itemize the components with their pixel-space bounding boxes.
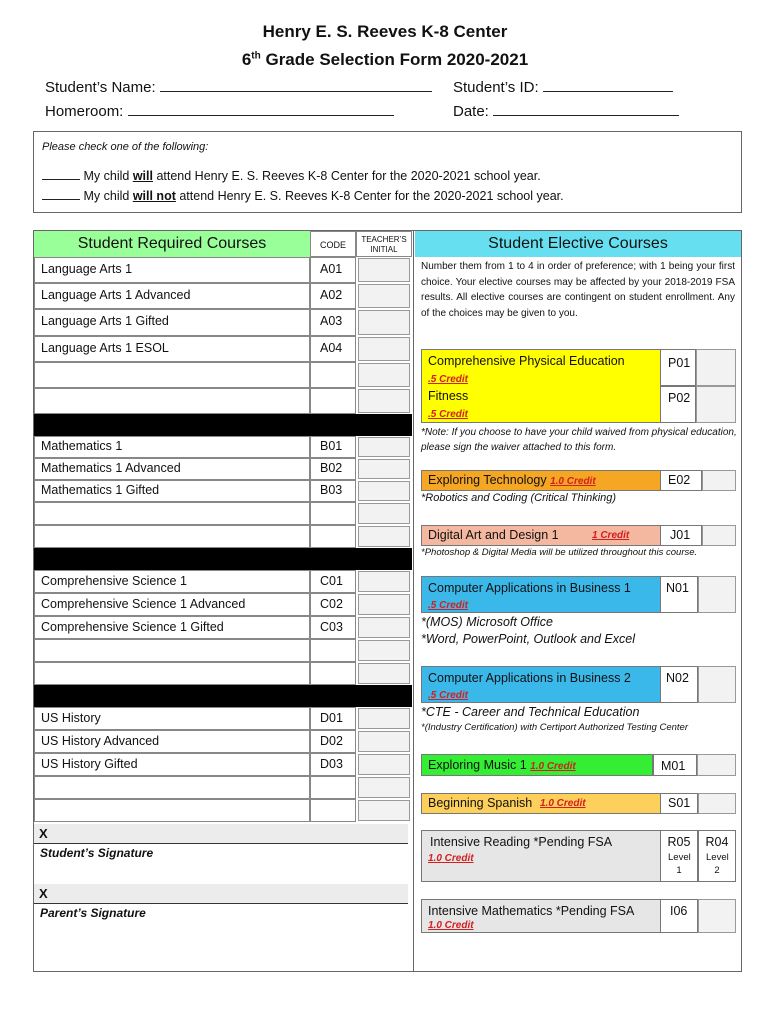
teacher-initial-box[interactable] [358, 258, 410, 282]
teacher-initial-box[interactable] [358, 571, 410, 592]
spanish-credit: 1.0 Credit [540, 798, 586, 809]
teacher-initial-box[interactable] [358, 617, 410, 638]
teacher-initial-box[interactable] [358, 437, 410, 457]
empty-row [34, 639, 310, 662]
music-rank-box[interactable] [697, 754, 736, 776]
cab2-code: N02 [666, 671, 689, 685]
course-code: B02 [310, 458, 356, 480]
course-code: D03 [310, 753, 356, 776]
teacher-initial-box[interactable] [358, 363, 410, 387]
cab2-name: Computer Applications in Business 2 [428, 671, 631, 685]
fitness-rank-box[interactable] [696, 386, 736, 423]
section-separator [34, 548, 412, 570]
table-row [34, 593, 310, 616]
tech-option [421, 470, 661, 491]
spanish-code-cell [660, 793, 698, 814]
course-code: A01 [310, 257, 356, 283]
student-signature-field[interactable] [34, 824, 408, 843]
cab2-option [421, 666, 661, 703]
empty-code [310, 639, 356, 662]
course-name: Language Arts 1 [41, 262, 133, 276]
course-name: Comprehensive Science 1 [41, 574, 187, 588]
table-row [34, 616, 310, 639]
form-title-line1: Henry E. S. Reeves K-8 Center [262, 22, 508, 41]
signature-x-mark: X [39, 826, 48, 841]
course-name: Mathematics 1 Gifted [41, 483, 160, 497]
elective-instructions: Number them from 1 to 4 in order of preference; with 1 being your first choice. Your elective courses may be affected by your 2018-2019 FSA results. All elective courses are contingent on student enrollment. Any of the choices may be given to you. [421, 261, 735, 319]
course-code: D01 [310, 707, 356, 730]
reading-code2: R04 [705, 835, 729, 849]
course-code: A02 [310, 283, 356, 309]
empty-code [310, 525, 356, 548]
table-row [34, 730, 310, 753]
date-field[interactable] [493, 101, 679, 116]
required-title: Student Required Courses [77, 235, 267, 252]
tech-note: *Robotics and Coding (Critical Thinking) [421, 492, 617, 504]
empty-code [310, 502, 356, 525]
pe-code: P01 [668, 356, 691, 370]
student-name-label: Student’s Name: [45, 79, 156, 96]
course-code: C01 [310, 570, 356, 593]
pe-waiver-note: *Note: If you choose to have your child waived from physical education, please sign the waiver attached to this form. [421, 427, 737, 453]
course-code: A03 [310, 309, 356, 336]
grade-suffix: th [251, 50, 261, 62]
teacher-initial-box[interactable] [358, 708, 410, 729]
teacher-initial-box[interactable] [358, 800, 410, 821]
empty-row [34, 502, 310, 525]
cab2-code-cell [660, 666, 698, 703]
course-name: US History [41, 711, 101, 725]
teacher-initial-box[interactable] [358, 777, 410, 798]
reading-code1: R05 [667, 835, 691, 849]
course-code: B01 [310, 436, 356, 458]
parent-signature-label: Parent’s Signature [40, 906, 146, 920]
fitness-code: P02 [668, 391, 691, 405]
cab1-code-cell [660, 576, 698, 613]
signature-x-mark: X [39, 886, 48, 901]
cab1-note1: *(MOS) Microsoft Office [421, 615, 553, 629]
empty-row [34, 388, 310, 414]
teacher-initial-box[interactable] [358, 594, 410, 615]
art-rank-box[interactable] [702, 525, 736, 546]
cab1-credit: .5 Credit [428, 600, 469, 611]
signature-line [34, 903, 408, 904]
option1-emph: will [132, 169, 153, 183]
course-name: Language Arts 1 Gifted [41, 314, 169, 328]
empty-code [310, 362, 356, 388]
teacher-initial-box[interactable] [358, 459, 410, 479]
art-note: *Photoshop & Digital Media will be utilized throughout this course. [421, 547, 698, 558]
student-id-field[interactable] [543, 77, 673, 92]
intensive-math-option [421, 899, 661, 933]
date-label: Date: [453, 103, 489, 120]
pe-rank-box[interactable] [696, 349, 736, 386]
attend-will-not-blank[interactable] [42, 187, 80, 200]
reading-name: Intensive Reading *Pending FSA [430, 835, 613, 849]
spanish-rank-box[interactable] [698, 793, 736, 814]
required-header-cell [34, 231, 310, 257]
attend-will-option [42, 167, 541, 183]
pe-option [421, 349, 661, 423]
empty-row [34, 362, 310, 388]
elective-header-cell [415, 231, 741, 257]
cab1-option [421, 576, 661, 613]
table-row [34, 257, 310, 283]
intensive-math-code: I06 [670, 904, 688, 918]
teacher-initial-box[interactable] [358, 337, 410, 361]
table-row [34, 283, 310, 309]
music-option [421, 754, 653, 776]
reading-code1-cell [660, 830, 698, 882]
grade-number: 6 [241, 50, 252, 69]
tech-code-cell [660, 470, 702, 491]
reading-option [421, 830, 661, 882]
reading-level2: Level 2 [706, 852, 729, 876]
empty-code [310, 776, 356, 799]
table-row [34, 458, 310, 480]
course-name: Language Arts 1 Advanced [41, 288, 191, 302]
table-row [34, 309, 310, 336]
title-rest: Grade Selection Form 2020-2021 [260, 50, 529, 69]
course-name: Mathematics 1 [41, 439, 123, 453]
attendance-box [33, 131, 742, 213]
initial-header: TEACHER’S INITIAL [356, 231, 412, 257]
code-header: CODE [310, 231, 356, 257]
cab2-rank-box[interactable] [698, 666, 736, 703]
table-row [34, 570, 310, 593]
option1-pre: My child [83, 169, 133, 183]
form-title-line2 [0, 50, 770, 70]
music-code: M01 [661, 759, 686, 773]
teacher-initial-box[interactable] [358, 503, 410, 524]
teacher-initial-box[interactable] [358, 526, 410, 547]
intensive-math-rank-box[interactable] [698, 899, 736, 933]
reading-credit: 1.0 Credit [428, 853, 474, 864]
tech-name: Exploring Technology [428, 473, 547, 487]
homeroom-row [45, 101, 394, 120]
spanish-name: Beginning Spanish [428, 796, 533, 810]
course-name: US History Gifted [41, 757, 138, 771]
option2-post: attend Henry E. S. Reeves K-8 Center for the 2020-2021 school year. [175, 189, 564, 203]
empty-code [310, 799, 356, 822]
signature-line [34, 843, 408, 844]
teacher-initial-box[interactable] [358, 481, 410, 501]
tech-credit: 1.0 Credit [550, 476, 596, 487]
parent-signature-field[interactable] [34, 884, 408, 903]
pe-credit: .5 Credit [428, 374, 469, 385]
course-code: B03 [310, 480, 356, 502]
course-code: A04 [310, 336, 356, 362]
intensive-math-code-cell [660, 899, 698, 933]
teacher-initial-box[interactable] [358, 754, 410, 775]
attendance-instruction: Please check one of the following: [42, 141, 209, 153]
art-option [421, 525, 661, 546]
date-row [453, 101, 679, 120]
table-row [34, 436, 310, 458]
reading-code2-cell [698, 830, 736, 882]
course-code: D02 [310, 730, 356, 753]
tech-label [428, 473, 596, 487]
art-name: Digital Art and Design 1 [428, 528, 559, 542]
spanish-code: S01 [668, 796, 691, 810]
empty-code [310, 388, 356, 414]
student-id-label: Student’s ID: [453, 79, 539, 96]
student-signature-label: Student’s Signature [40, 846, 154, 860]
reading-level1: Level 1 [668, 852, 691, 876]
cab2-credit: .5 Credit [428, 690, 469, 701]
option2-emph: will not [132, 189, 176, 203]
intensive-math-credit: 1.0 Credit [428, 920, 474, 931]
table-row [34, 336, 310, 362]
empty-row [34, 776, 310, 799]
teacher-initial-box[interactable] [358, 389, 410, 413]
homeroom-field[interactable] [128, 101, 394, 116]
course-name: Comprehensive Science 1 Gifted [41, 620, 224, 634]
table-row [34, 753, 310, 776]
tech-code: E02 [668, 473, 691, 487]
art-code-cell [660, 525, 702, 546]
course-code: C02 [310, 593, 356, 616]
course-code: C03 [310, 616, 356, 639]
art-credit: 1 Credit [592, 530, 630, 541]
cab1-rank-box[interactable] [698, 576, 736, 613]
music-code-cell [653, 754, 697, 776]
cab1-name: Computer Applications in Business 1 [428, 581, 631, 595]
student-id-row [453, 77, 673, 96]
empty-row [34, 525, 310, 548]
music-name: Exploring Music 1 [428, 758, 527, 772]
art-code: J01 [670, 528, 691, 542]
section-separator [34, 685, 412, 707]
table-row [34, 707, 310, 730]
cab2-note1: *CTE - Career and Technical Education [421, 705, 640, 719]
cab2-note2: *(Industry Certification) with Certiport Authorized Testing Center [421, 722, 688, 733]
cab1-code: N01 [666, 581, 689, 595]
empty-row [34, 799, 310, 822]
course-name: Language Arts 1 ESOL [41, 341, 169, 355]
teacher-initial-box[interactable] [358, 310, 410, 335]
table-row [34, 480, 310, 502]
section-separator [34, 414, 412, 436]
teacher-initial-box[interactable] [358, 284, 410, 308]
homeroom-label: Homeroom: [45, 103, 124, 120]
option1-post: attend Henry E. S. Reeves K-8 Center for the 2020-2021 school year. [152, 169, 541, 183]
teacher-initial-box[interactable] [358, 663, 410, 684]
attend-will-not-option [42, 187, 564, 203]
fitness-credit: .5 Credit [428, 409, 469, 420]
teacher-initial-box[interactable] [358, 640, 410, 661]
empty-row [34, 662, 310, 685]
course-name: Comprehensive Science 1 Advanced [41, 597, 246, 611]
pe-name: Comprehensive Physical Education [428, 354, 625, 368]
tech-rank-box[interactable] [702, 470, 736, 491]
fitness-name: Fitness [428, 389, 469, 403]
spanish-option [421, 793, 661, 814]
music-credit: 1.0 Credit [530, 761, 576, 772]
elective-title: Student Elective Courses [488, 235, 668, 252]
empty-code [310, 662, 356, 685]
teacher-initial-box[interactable] [358, 731, 410, 752]
fitness-code-cell [660, 386, 696, 423]
intensive-math-name: Intensive Mathematics *Pending FSA [428, 904, 635, 918]
course-name: US History Advanced [41, 734, 160, 748]
attend-will-blank[interactable] [42, 167, 80, 180]
cab1-note2: *Word, PowerPoint, Outlook and Excel [421, 632, 635, 646]
student-name-row [45, 77, 432, 96]
music-label [428, 758, 576, 772]
pe-code-cell [660, 349, 696, 386]
course-name: Mathematics 1 Advanced [41, 461, 181, 475]
student-name-field[interactable] [160, 77, 432, 92]
option2-pre: My child [83, 189, 133, 203]
